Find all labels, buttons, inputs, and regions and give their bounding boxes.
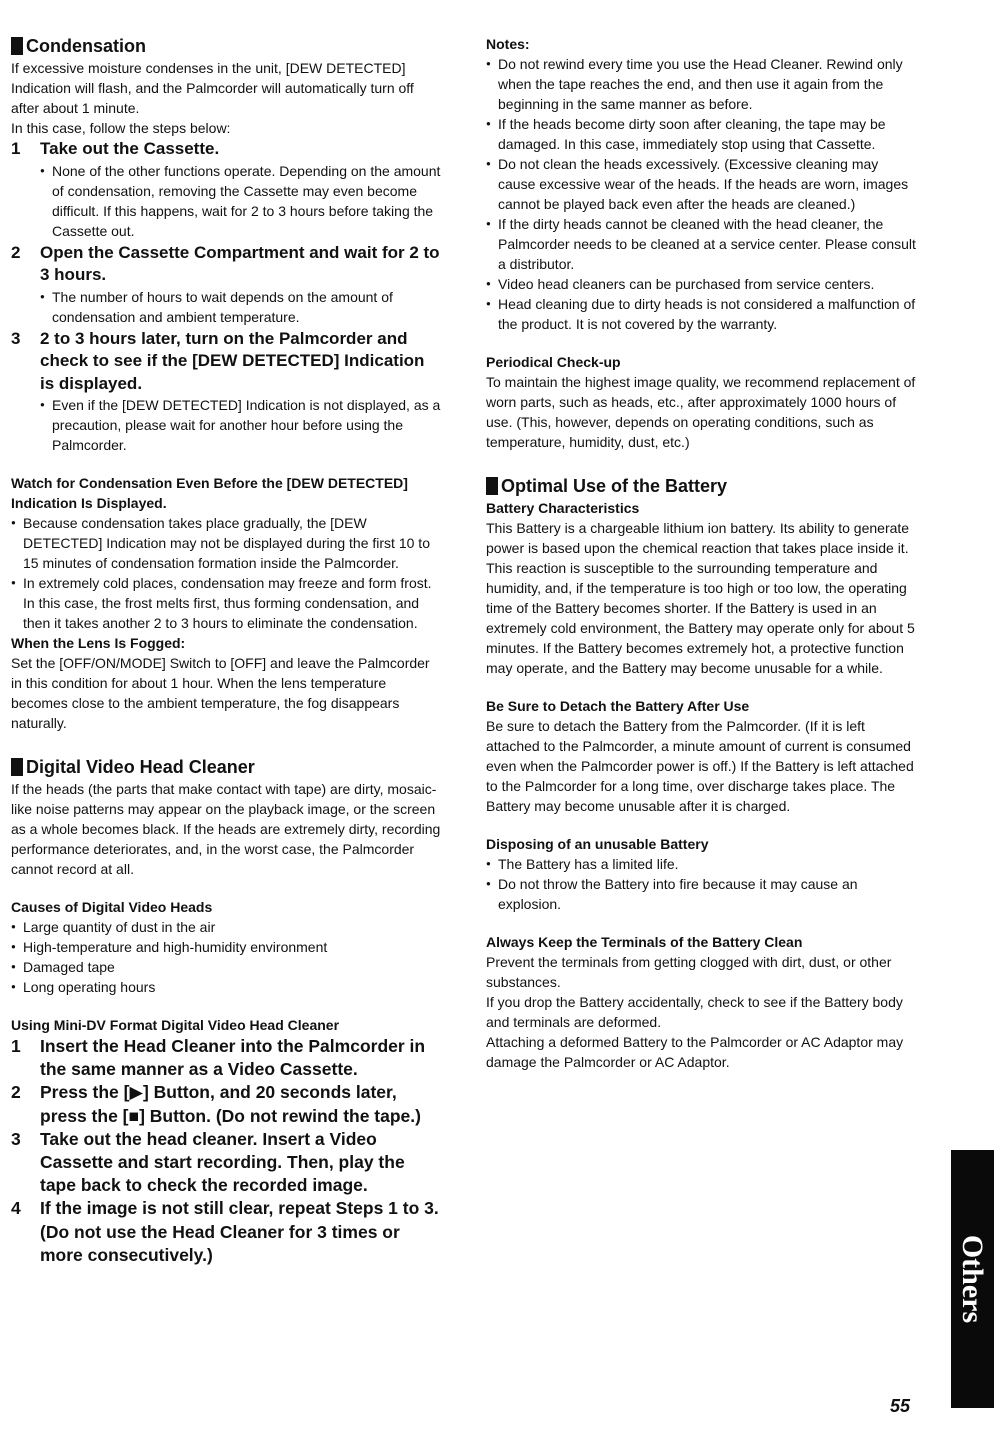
list-item: ● Even if the [DEW DETECTED] Indication is not displayed, as a precaution, please wait for another hour before using the Palmcorder.	[40, 395, 443, 455]
dispose-heading: Disposing of an unusable Battery	[486, 836, 709, 852]
condensation-intro: If excessive moisture condenses in the unit, [DEW DETECTED] Indication will flash, and the Palmcorder will automatically turn off after about 1 minute.	[11, 60, 414, 116]
right-column	[486, 34, 918, 1072]
page-number: 55	[890, 1396, 911, 1416]
battery-characteristics-heading: Battery Characteristics	[486, 500, 640, 516]
notes-heading: Notes:	[486, 36, 530, 52]
causes-heading: Causes of Digital Video Heads	[11, 899, 213, 915]
heading-square-icon	[11, 758, 23, 776]
step-2-notes	[40, 287, 443, 327]
notes-list	[486, 54, 918, 334]
using-cleaner-heading: Using Mini-DV Format Digital Video Head Cleaner	[11, 1017, 340, 1033]
list-item: ● Do not clean the heads excessively. (Excessive cleaning may cause excessive wear of the heads. If the heads are worn, images cannot be played back even after the heads are cleaned.)	[486, 154, 918, 214]
list-item: ● Head cleaning due to dirty heads is not considered a malfunction of the product. It is not covered by the warranty.	[486, 294, 918, 334]
list-item: ● In extremely cold places, condensation may freeze and form frost. In this case, the frost melts first, thus forming condensation, and then it takes another 2 to 3 hours to eliminate the condensation.	[11, 573, 443, 633]
watch-heading: Watch for Condensation Even Before the [DEW DETECTED] Indication Is Displayed.	[11, 475, 408, 511]
terminals-heading: Always Keep the Terminals of the Battery Clean	[486, 934, 803, 950]
list-item: ● Because condensation takes place gradually, the [DEW DETECTED] Indication may not be displayed during the first 10 to 15 minutes of condensation formation inside the Palmcorder.	[11, 513, 443, 573]
periodical-heading: Periodical Check-up	[486, 354, 621, 370]
cleaner-step-3: 3 Take out the head cleaner. Insert a Video Cassette and start recording. Then, play the tape back to check the recorded image.	[11, 1128, 405, 1196]
list-item: ● Video head cleaners can be purchased from service centers.	[486, 274, 918, 294]
list-item: ● If the dirty heads cannot be cleaned with the head cleaner, the Palmcorder needs to be cleaned at a service center. Please consult a distributor.	[486, 214, 918, 274]
terminals-text-2: If you drop the Battery accidentally, check to see if the Battery body and terminals are deformed.	[486, 994, 903, 1030]
cleaner-step-2: 2 Press the [▶] Button, and 20 seconds later, press the [■] Button. (Do not rewind the tape.)	[11, 1082, 421, 1126]
cleaner-steps	[11, 1035, 443, 1267]
terminals-text-3: Attaching a deformed Battery to the Palmcorder or AC Adaptor may damage the Palmcorder or AC Adaptor.	[486, 1034, 904, 1070]
list-item: ● The Battery has a limited life.	[486, 854, 918, 874]
detach-text: Be sure to detach the Battery from the Palmcorder. (If it is left attached to the Palmcorder, a minute amount of current is consumed even when the Palmcorder power is off.) If the Battery is left attached to the Palmcorder for a long time, over discharge takes place. The Battery may become unusable after it is charged.	[486, 718, 914, 814]
head-cleaner-intro: If the heads (the parts that make contact with tape) are dirty, mosaic-like noise patterns may appear on the playback image, or the screen as a whole becomes black. If the heads are extremely dirty, recording performance deteriorates, and, in the worst case, the Palmcorder cannot record at all.	[11, 781, 441, 877]
list-item: ● High-temperature and high-humidity environment	[11, 937, 443, 957]
list-item: ● None of the other functions operate. Depending on the amount of condensation, removing the Cassette may even become difficult. If this happens, wait for 2 to 3 hours before taking the Cassette out.	[40, 161, 443, 241]
lens-fogged-heading: When the Lens Is Fogged:	[11, 635, 186, 651]
list-item: ● Large quantity of dust in the air	[11, 917, 443, 937]
list-item: ● Do not throw the Battery into fire because it may cause an explosion.	[486, 874, 918, 914]
left-column	[11, 34, 443, 1267]
list-item: ● If the heads become dirty soon after cleaning, the tape may be damaged. In this case, immediately stop using that Cassette.	[486, 114, 918, 154]
condensation-heading: Condensation	[11, 34, 443, 58]
watch-list	[11, 513, 443, 633]
dispose-list	[486, 854, 918, 914]
step-1-notes	[40, 161, 443, 241]
list-item: ● Damaged tape	[11, 957, 443, 977]
condensation-intro2: In this case, follow the steps below:	[11, 120, 231, 136]
condensation-step-2: 2 Open the Cassette Compartment and wait for 2 to 3 hours.	[11, 242, 440, 284]
list-item: ● The number of hours to wait depends on the amount of condensation and ambient temperature.	[40, 287, 443, 327]
list-item: ● Do not rewind every time you use the Head Cleaner. Rewind only when the tape reaches the end, and then use it again from the beginning in the same manner as before.	[486, 54, 918, 114]
condensation-step-1: 1 Take out the Cassette.	[11, 139, 220, 158]
detach-heading: Be Sure to Detach the Battery After Use	[486, 698, 750, 714]
list-item: ● Long operating hours	[11, 977, 443, 997]
others-section-tab: Others	[951, 1150, 994, 1408]
step-3-notes	[40, 395, 443, 455]
cleaner-step-1: 1 Insert the Head Cleaner into the Palmcorder in the same manner as a Video Cassette.	[11, 1036, 426, 1080]
cleaner-step-4: 4 If the image is not still clear, repeat Steps 1 to 3. (Do not use the Head Cleaner for 3 times or more consecutively.)	[11, 1198, 439, 1265]
terminals-text-1: Prevent the terminals from getting clogged with dirt, dust, or other substances.	[486, 954, 892, 990]
heading-square-icon	[486, 477, 498, 495]
condensation-step-3: 3 2 to 3 hours later, turn on the Palmcorder and check to see if the [DEW DETECTED] Indication is displayed.	[11, 328, 425, 393]
head-cleaner-heading: Digital Video Head Cleaner	[11, 755, 443, 779]
causes-list	[11, 917, 443, 997]
periodical-text: To maintain the highest image quality, we recommend replacement of worn parts, such as heads, etc., after approximately 1000 hours of use. (This, however, depends on operating conditions, such as temperature, humidity, dust, etc.)	[486, 374, 916, 450]
lens-fogged-text: Set the [OFF/ON/MODE] Switch to [OFF] and leave the Palmcorder in this condition for about 1 hour. When the lens temperature becomes close to the ambient temperature, the fog disappears naturally.	[11, 655, 430, 731]
battery-characteristics-text: This Battery is a chargeable lithium ion battery. Its ability to generate power is based upon the chemical reaction that takes place inside it. This reaction is susceptible to the surrounding temperature and humidity, and, if the temperature is too high or too low, the operating time of the Battery becomes shorter. If the Battery is used in an extremely cold environment, the Battery may operate only for about 5 minutes. If the Battery becomes extremely hot, a protective function may operate, and the Battery may become unusable for a while.	[486, 520, 915, 676]
heading-square-icon	[11, 37, 23, 55]
battery-heading: Optimal Use of the Battery	[486, 474, 918, 498]
